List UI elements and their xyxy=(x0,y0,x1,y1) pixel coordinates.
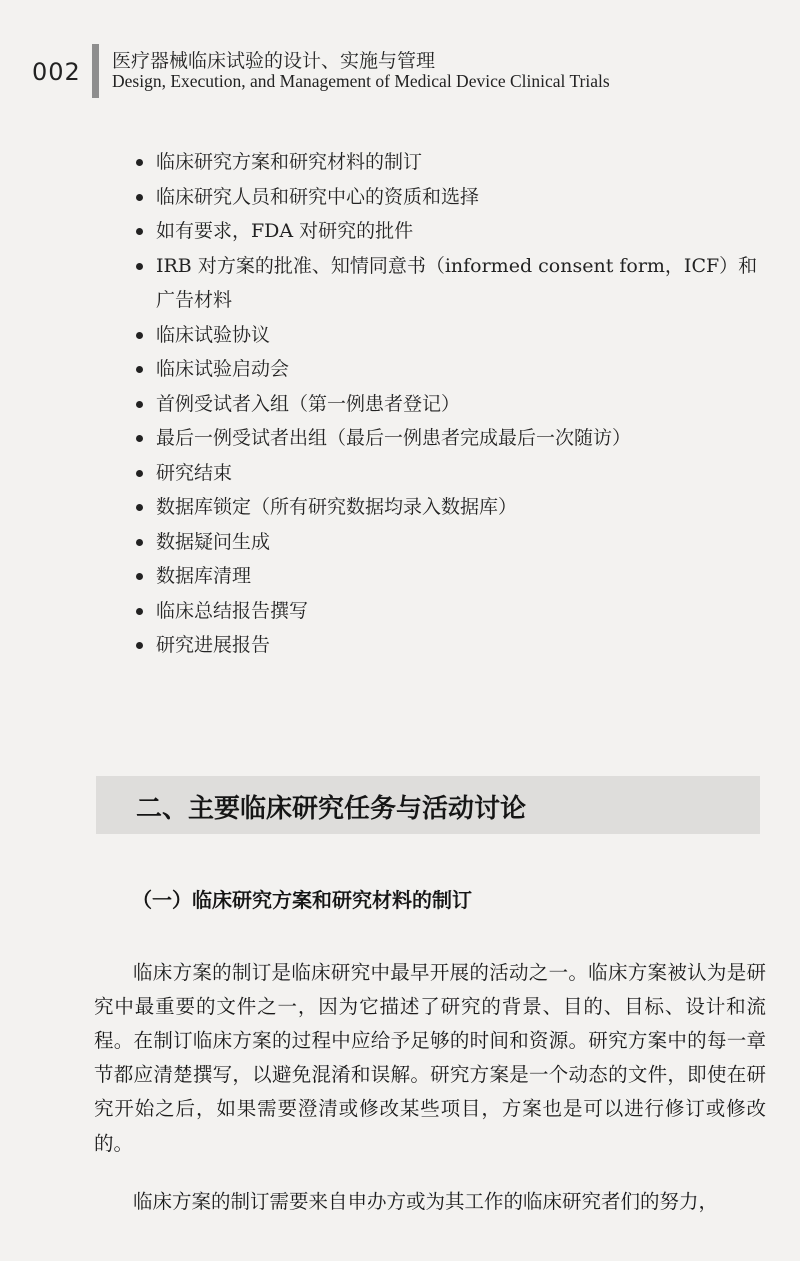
list-item xyxy=(130,456,770,491)
task-bullet-list xyxy=(130,145,770,663)
list-item xyxy=(130,421,770,456)
list-item-text: IRB 对方案的批准、知情同意书（informed consent form，ICF）和广告材料 xyxy=(156,254,758,311)
section-heading-band xyxy=(96,776,760,834)
list-item xyxy=(130,628,770,663)
list-item-text: 临床研究方案和研究材料的制订 xyxy=(156,151,423,173)
list-item-text: 临床研究人员和研究中心的资质和选择 xyxy=(156,185,480,208)
list-item-text: 数据库清理 xyxy=(156,565,252,587)
list-item-text: 首例受试者入组（第一例患者登记） xyxy=(156,392,461,415)
bullet-dot-icon xyxy=(136,401,143,408)
bullet-dot-icon xyxy=(136,608,143,615)
page-number: 002 xyxy=(32,58,81,86)
bullet-dot-icon xyxy=(136,159,143,166)
list-item-text: 数据疑问生成 xyxy=(156,530,271,553)
subsection-title: （一）临床研究方案和研究材料的制订 xyxy=(132,888,472,912)
list-item xyxy=(130,318,770,353)
bullet-dot-icon xyxy=(136,504,143,511)
list-item xyxy=(130,525,770,560)
list-item-text: 临床试验协议 xyxy=(156,323,271,346)
list-item-text: 研究进展报告 xyxy=(156,634,271,656)
section-title: 二、主要临床研究任务与活动讨论 xyxy=(136,794,527,824)
list-item xyxy=(130,594,770,629)
list-item xyxy=(130,490,770,525)
bullet-dot-icon xyxy=(136,573,143,580)
list-item-text: 研究结束 xyxy=(156,461,233,484)
list-item xyxy=(130,559,770,594)
bullet-dot-icon xyxy=(136,435,143,442)
list-item-text: 数据库锁定（所有研究数据均录入数据库） xyxy=(156,496,518,518)
bullet-dot-icon xyxy=(136,366,143,373)
body-paragraph: 临床方案的制订需要来自申办方或为其工作的临床研究者们的努力， xyxy=(133,1189,719,1213)
list-item-text: 最后一例受试者出组（最后一例患者完成最后一次随访） xyxy=(156,427,632,449)
bullet-dot-icon xyxy=(136,539,143,546)
bullet-dot-icon xyxy=(136,228,143,235)
header-divider-bar xyxy=(92,44,99,98)
bullet-dot-icon xyxy=(136,263,143,270)
page-header xyxy=(0,0,800,110)
list-item xyxy=(130,214,770,249)
list-item-text: 如有要求，FDA 对研究的批件 xyxy=(156,220,414,242)
list-item-text: 临床试验启动会 xyxy=(156,358,290,380)
bullet-dot-icon xyxy=(136,642,143,649)
list-item xyxy=(130,352,770,387)
book-title-chinese: 医疗器械临床试验的设计、实施与管理 xyxy=(112,50,436,72)
body-paragraph: 临床方案的制订是临床研究中最早开展的活动之一。临床方案被认为是研究中最重要的文件之一，因为它描述了研究的背景、目的、目标、设计和流程。在制订临床方案的过程中应给予足够的时间和资源。研究方案中的每一章节都应清楚撰写，以避免混淆和误解。研究方案是一个动态的文件，即使在研究开始之后，如果需要澄清或修改某些项目，方案也是可以进行修订或修改的。 xyxy=(94,960,766,1155)
list-item xyxy=(130,387,770,422)
book-title-english: Design, Execution, and Management of Medical Device Clinical Trials xyxy=(112,71,610,91)
list-item xyxy=(130,145,770,180)
bullet-dot-icon xyxy=(136,470,143,477)
bullet-dot-icon xyxy=(136,332,143,339)
list-item xyxy=(130,249,770,318)
list-item xyxy=(130,180,770,215)
list-item-text: 临床总结报告撰写 xyxy=(156,599,309,622)
bullet-dot-icon xyxy=(136,194,143,201)
